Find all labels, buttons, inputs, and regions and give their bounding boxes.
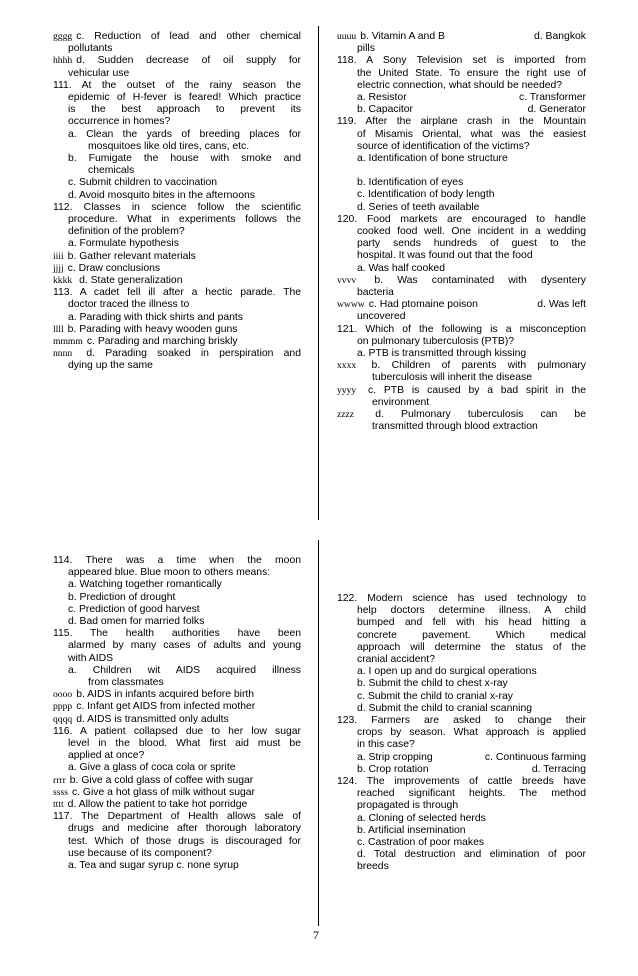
text-line (337, 605, 586, 617)
text-line (337, 324, 586, 336)
glyph-prefix: wwww (337, 299, 365, 311)
text-line (337, 642, 586, 654)
line-text: b. Give a cold glass of coffee with sugar (69, 774, 254, 786)
glyph-prefix: pppp (53, 701, 73, 713)
line-text: of Misamis Oriental, what was the easiest (357, 128, 586, 140)
text-line (337, 691, 586, 703)
option-left-wrap (357, 104, 472, 116)
line-text: a. Children wit AIDS acquired illness (68, 664, 301, 676)
line-text: from classmates (88, 677, 164, 689)
line-text: d. Bad omen for married folks (68, 616, 205, 628)
text-line (53, 31, 301, 43)
text-line (53, 811, 301, 823)
glyph-prefix: llll (53, 323, 64, 335)
line-text: cooked food well. One incident in a wedding (357, 226, 586, 238)
line-text: c. Parading and marching briskly (86, 336, 238, 348)
line-text: 115. The health authorities have been (53, 628, 301, 640)
text-line (53, 848, 301, 860)
line-text: drugs and medicine after thorough laboratory (68, 823, 301, 835)
text-line (337, 617, 586, 629)
text-line (53, 336, 301, 348)
text-line (53, 299, 301, 311)
text-line (337, 630, 586, 642)
text-line (337, 336, 586, 348)
option-left: b. Capacitor (357, 104, 414, 116)
line-text: a. Watching together romantically (68, 579, 222, 591)
line-text: d. State generalization (76, 275, 183, 287)
text-line (337, 409, 586, 421)
option-row (337, 752, 586, 764)
right-column-bottom (337, 593, 586, 874)
line-text: party sends hundreds of guest to the (357, 238, 586, 250)
line-text: a. Was half cooked (357, 262, 445, 274)
line-text: epidemic of H-fever is feared! Which practice (68, 92, 301, 104)
text-line (53, 823, 301, 835)
line-text: a. Cloning of selected herds (357, 812, 486, 824)
text-line (53, 714, 301, 726)
text-line (53, 665, 301, 677)
line-text: a. Identification of bone structure (357, 153, 508, 165)
line-text: d. Parading soaked in perspiration and (76, 348, 301, 360)
line-text: a. Formulate hypothesis (68, 238, 179, 250)
option-row (337, 92, 586, 104)
line-text: c. Submit children to vaccination (68, 177, 218, 189)
text-line (53, 616, 301, 628)
text-line (337, 263, 586, 275)
text-line (337, 813, 586, 825)
text-line (53, 689, 301, 701)
text-line (337, 727, 586, 739)
text-line (53, 653, 301, 665)
line-text: 123. Farmers are asked to change their (337, 715, 586, 727)
line-text: approach will determine the status of the (357, 641, 586, 653)
line-text: chemicals (88, 165, 135, 177)
line-text: propagated is through (357, 800, 459, 812)
text-line (337, 55, 586, 67)
line-text: d. Submit the child to cranial scanning (357, 702, 533, 714)
line-text: d. Pulmonary tuberculosis can be (358, 409, 586, 421)
line-text: hospital. It was found out that the food (357, 250, 533, 262)
line-text: reached significant heights. The method (357, 788, 586, 800)
glyph-prefix: zzzz (337, 409, 355, 421)
text-line (337, 250, 586, 262)
text-line (53, 55, 301, 67)
text-line (337, 825, 586, 837)
line-text: dying up the same (68, 360, 153, 372)
text-line (53, 312, 301, 324)
text-line (337, 703, 586, 715)
glyph-prefix: xxxx (337, 360, 357, 372)
line-text: c. PTB is caused by a bad spirit in the (360, 384, 586, 396)
text-line (337, 189, 586, 201)
text-line (53, 762, 301, 774)
option-left: b. Vitamin A and B (360, 31, 445, 42)
text-line (337, 311, 586, 323)
line-text: breeds (357, 861, 389, 873)
glyph-prefix: iiii (53, 250, 64, 262)
line-text: the United State. To ensure the right use of (357, 67, 586, 79)
text-line (337, 153, 586, 165)
glyph-prefix: hhhh (53, 55, 73, 67)
line-text: 121. Which of the following is a misconception (337, 323, 586, 335)
line-text: environment (372, 396, 430, 408)
glyph-prefix: kkkk (53, 275, 73, 287)
glyph-prefix: yyyy (337, 384, 357, 396)
line-text: d. Total destruction and elimination of poor (357, 849, 586, 861)
text-line (53, 141, 301, 153)
line-text: a. PTB is transmitted through kissing (357, 348, 527, 360)
line-text: 111. At the outset of the rainy season the (53, 79, 301, 91)
line-text: 112. Classes in science follow the scientific (53, 201, 301, 213)
line-text: d. Allow the patient to take hot porridge (67, 799, 248, 811)
line-text: with AIDS (68, 652, 114, 664)
text-line (337, 788, 586, 800)
text-line (53, 775, 301, 787)
line-text: test. Which of those drugs is discouraged for (68, 835, 301, 847)
line-text: a. Give a glass of coca cola or sprite (68, 762, 236, 774)
line-text: pills (357, 43, 375, 55)
text-line (53, 348, 301, 360)
line-text: use because of its component? (68, 847, 212, 859)
line-text: level in the blood. What first aid must be (68, 738, 301, 750)
option-row (337, 764, 586, 776)
option-left: c. Had ptomaine poison (368, 299, 478, 311)
option-left: b. Crop rotation (357, 763, 429, 775)
line-text: pollutants (68, 43, 113, 55)
text-line (337, 654, 586, 666)
glyph-prefix: gggg (53, 31, 73, 42)
text-line (53, 604, 301, 616)
text-line (53, 263, 301, 275)
text-line (337, 226, 586, 238)
right-column-top (337, 31, 586, 434)
line-text: bumped and fell with his head hitting a (357, 617, 586, 629)
option-row (337, 31, 586, 43)
text-line (53, 129, 301, 141)
text-line (53, 165, 301, 177)
text-line (53, 324, 301, 336)
line-text: 120. Food markets are encouraged to handle (337, 213, 586, 225)
line-text: tuberculosis will inherit the disease (372, 372, 532, 384)
text-line (53, 226, 301, 238)
line-text: b. AIDS in infants acquired before birth (76, 689, 255, 701)
line-text: doctor traced the illness to (68, 299, 190, 311)
option-right: d. Bangkok (534, 31, 586, 42)
line-text: c. Identification of body length (357, 189, 495, 201)
text-line (53, 799, 301, 811)
line-text: bacteria (357, 287, 394, 299)
text-line (337, 275, 586, 287)
line-text: 114. There was a time when the moon (53, 555, 301, 566)
line-text: crops by season. What approach is applied (357, 727, 586, 739)
text-line (53, 68, 301, 80)
line-text: d. Sudden decrease of oil supply for (76, 55, 301, 67)
text-line (53, 592, 301, 604)
text-line (53, 567, 301, 579)
glyph-prefix: tttt (53, 799, 64, 811)
option-right: d. Terracing (531, 763, 586, 775)
text-line (337, 238, 586, 250)
text-line (337, 141, 586, 153)
option-left-wrap (357, 92, 472, 104)
line-text: a. Clean the yards of breeding places for (68, 128, 301, 140)
text-line (337, 287, 586, 299)
text-line (53, 860, 301, 872)
line-text: 124. The improvements of cattle breeds have (337, 776, 586, 788)
line-text: d. AIDS is transmitted only adults (76, 713, 229, 725)
text-line (337, 593, 586, 605)
line-text: a. Parading with thick shirts and pants (68, 311, 244, 323)
line-text: 117. The Department of Health allows sale of (53, 811, 301, 823)
text-line (337, 202, 586, 214)
text-line (53, 214, 301, 226)
text-line (53, 726, 301, 738)
text-line (337, 348, 586, 360)
text-line (337, 776, 586, 788)
text-line (53, 92, 301, 104)
text-line (53, 190, 301, 202)
text-line (337, 372, 586, 384)
left-column-top (53, 31, 301, 373)
line-text: is the best approach to prevent its (68, 104, 301, 116)
text-line (53, 104, 301, 116)
column-divider (318, 540, 319, 926)
glyph-prefix: ssss (53, 786, 68, 798)
text-line (337, 800, 586, 812)
text-line (337, 849, 586, 861)
line-text: 116. A patient collapsed due to her low sugar (53, 725, 301, 737)
line-text: applied at once? (68, 750, 145, 762)
text-line (53, 787, 301, 799)
text-line (53, 836, 301, 848)
text-line (337, 739, 586, 751)
line-text: b. Identification of eyes (357, 177, 464, 189)
option-left: a. Resistor (357, 92, 407, 104)
text-line (337, 666, 586, 678)
line-text: b. Was contaminated with dysentery (360, 274, 586, 286)
glyph-prefix: rrrr (53, 774, 66, 786)
line-text: c. Reduction of lead and other chemical (76, 31, 301, 42)
line-text: electric connection, what should be needed? (357, 79, 563, 91)
text-line (53, 628, 301, 640)
text-line (53, 116, 301, 128)
option-right: c. Transformer (519, 92, 586, 104)
text-line (53, 177, 301, 189)
line-text: help doctors determine illness. A child (357, 605, 586, 617)
page-number: 7 (313, 928, 319, 942)
text-line (337, 837, 586, 849)
text-line (337, 214, 586, 226)
line-text: b. Submit the child to chest x-ray (357, 678, 508, 690)
line-text: 118. A Sony Television set is imported from (337, 55, 586, 67)
text-line (53, 701, 301, 713)
text-line (337, 421, 586, 433)
text-line (53, 738, 301, 750)
line-text: c. Castration of poor makes (357, 837, 485, 849)
line-text: c. Infant get AIDS from infected mother (76, 701, 256, 713)
option-left-wrap (337, 299, 478, 311)
left-column-bottom (53, 555, 301, 872)
text-line (337, 397, 586, 409)
option-left-wrap (357, 764, 472, 776)
line-text: b. Artificial insemination (357, 824, 466, 836)
option-right: d. Was left (537, 299, 586, 311)
text-line (53, 238, 301, 250)
line-text: d. Series of teeth available (357, 201, 480, 213)
text-line (53, 202, 301, 214)
text-line (53, 640, 301, 652)
line-text: vehicular use (68, 67, 130, 79)
text-line (53, 750, 301, 762)
option-row (337, 104, 586, 116)
line-text: concrete pavement. Which medical (357, 629, 586, 641)
text-line (53, 251, 301, 263)
text-line (337, 129, 586, 141)
text-line (337, 861, 586, 873)
glyph-prefix: vvvv (337, 274, 357, 286)
line-text: mosquitoes like old tires, cans, etc. (88, 140, 250, 152)
line-text: c. Draw conclusions (67, 262, 161, 274)
text-line (53, 275, 301, 287)
text-line (53, 677, 301, 689)
line-text: a. I open up and do surgical operations (357, 666, 537, 678)
text-line (337, 177, 586, 189)
line-text: alarmed by many cases of adults and young (68, 640, 301, 652)
line-text: c. Submit the child to cranial x-ray (357, 690, 513, 702)
text-line (337, 678, 586, 690)
text-line (53, 360, 301, 372)
line-text: b. Prediction of drought (68, 591, 176, 603)
text-line (53, 153, 301, 165)
line-text: transmitted through blood extraction (372, 421, 538, 433)
option-left: a. Strip cropping (357, 751, 433, 763)
glyph-prefix: oooo (53, 689, 73, 701)
text-line (53, 80, 301, 92)
line-text: 113. A cadet fell ill after a hectic parade. The (53, 287, 301, 299)
text-line (337, 116, 586, 128)
glyph-prefix: jjjj (53, 262, 64, 274)
option-right: d. Generator (527, 104, 586, 116)
glyph-prefix: uuuu (337, 31, 357, 42)
text-line (337, 715, 586, 727)
line-text: procedure. What in experiments follows the (68, 214, 301, 226)
line-text: source of identification of the victims? (357, 140, 530, 152)
text-line (337, 80, 586, 92)
line-text: b. Children of parents with pulmonary (360, 360, 586, 372)
line-text: 119. After the airplane crash in the Mountain (337, 116, 586, 128)
line-text: b. Gather relevant materials (67, 250, 196, 262)
glyph-prefix: qqqq (53, 713, 73, 725)
option-left-wrap (337, 31, 445, 43)
text-line (337, 43, 586, 55)
line-text: a. Tea and sugar syrup c. none syrup (68, 860, 239, 872)
glyph-prefix: nnnn (53, 348, 73, 360)
text-line (337, 360, 586, 372)
line-text: appeared blue. Blue moon to others means: (68, 567, 271, 579)
line-text: occurrence in homes? (68, 116, 171, 128)
line-text: cranial accident? (357, 654, 435, 666)
option-left-wrap (357, 752, 472, 764)
line-text: c. Give a hot glass of milk without sugar (71, 786, 256, 798)
text-line (53, 555, 301, 567)
text-line (53, 287, 301, 299)
line-text: b. Fumigate the house with smoke and (68, 153, 301, 165)
option-right: c. Continuous farming (484, 751, 586, 763)
line-text: in this case? (357, 739, 415, 751)
column-divider (318, 26, 319, 520)
text-line (53, 579, 301, 591)
text-line (53, 43, 301, 55)
option-row (337, 299, 586, 311)
line-text: uncovered (357, 311, 406, 323)
glyph-prefix: mmmm (53, 336, 83, 348)
blank-line (337, 165, 586, 177)
line-text: d. Avoid mosquito bites in the afternoons (68, 189, 255, 201)
line-text: definition of the problem? (68, 226, 185, 238)
line-text: c. Prediction of good harvest (68, 603, 200, 615)
text-line (337, 385, 586, 397)
line-text: b. Parading with heavy wooden guns (67, 323, 238, 335)
text-line (337, 68, 586, 80)
line-text: on pulmonary tuberculosis (PTB)? (357, 335, 515, 347)
line-text: 122. Modern science has used technology to (337, 593, 586, 604)
